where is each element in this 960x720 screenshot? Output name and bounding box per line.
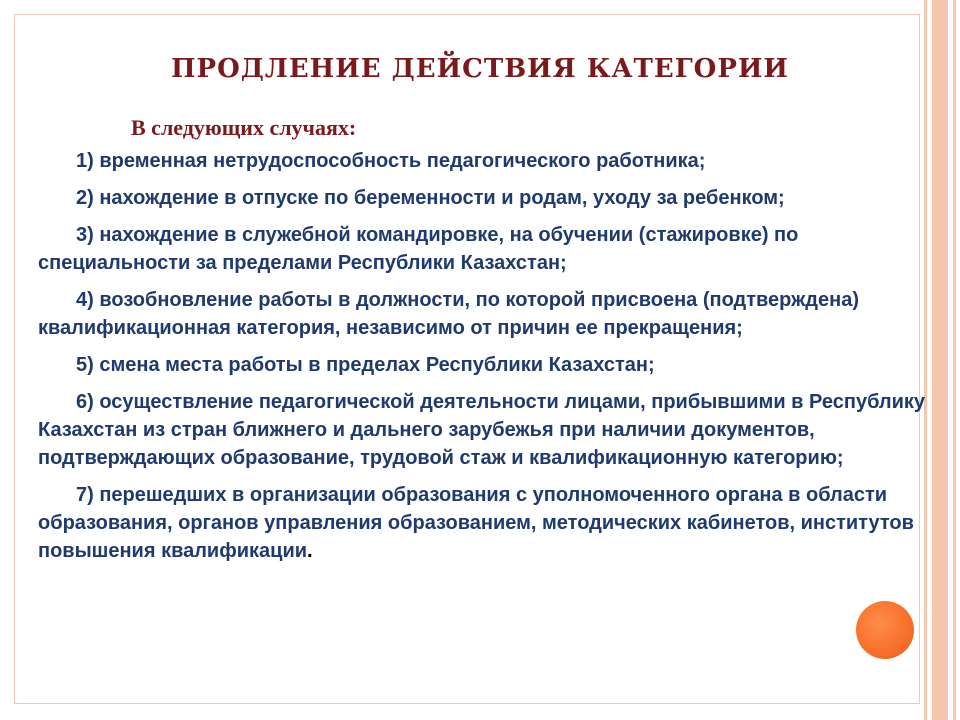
case-item-6: 6) осуществление педагогической деятельности лицами, прибывшими в Республику Казахстан из стран ближнего и дальнего зарубежья при наличии документов, подтверждающих образование, трудовой стаж и квалификационную категорию; xyxy=(38,391,926,469)
decorative-stripe-right xyxy=(953,0,956,720)
decorative-stripe xyxy=(932,0,948,720)
case-item-7-text: 7) перешедших в организации образования с уполномоченного органа в области образования, органов управления образованием, методических кабинетов, институтов повышения квалификации xyxy=(38,484,914,562)
slide-subtitle: В следующих случаях: xyxy=(131,115,357,140)
slide-title: ПРОДЛЕНИЕ ДЕЙСТВИЯ КАТЕГОРИИ xyxy=(170,54,789,84)
case-item-2: 2) нахождение в отпуске по беременности и родам, уходу за ребенком; xyxy=(76,187,785,209)
case-item-3: 3) нахождение в служебной командировке, на обучении (стажировке) по специальности за пределами Республики Казахстан; xyxy=(38,224,799,274)
case-item-5: 5) смена места работы в пределах Республики Казахстан; xyxy=(76,354,655,376)
case-item-7-period: . xyxy=(307,540,313,562)
case-item-4: 4) возобновление работы в должности, по которой присвоена (подтверждена) квалификационная категория, независимо от причин ее прекращения; xyxy=(38,289,859,339)
case-item-7 xyxy=(38,481,928,565)
case-item-1: 1) временная нетрудоспособность педагогического работника; xyxy=(76,150,706,172)
case-list xyxy=(38,147,928,565)
decorative-circle xyxy=(856,601,914,659)
